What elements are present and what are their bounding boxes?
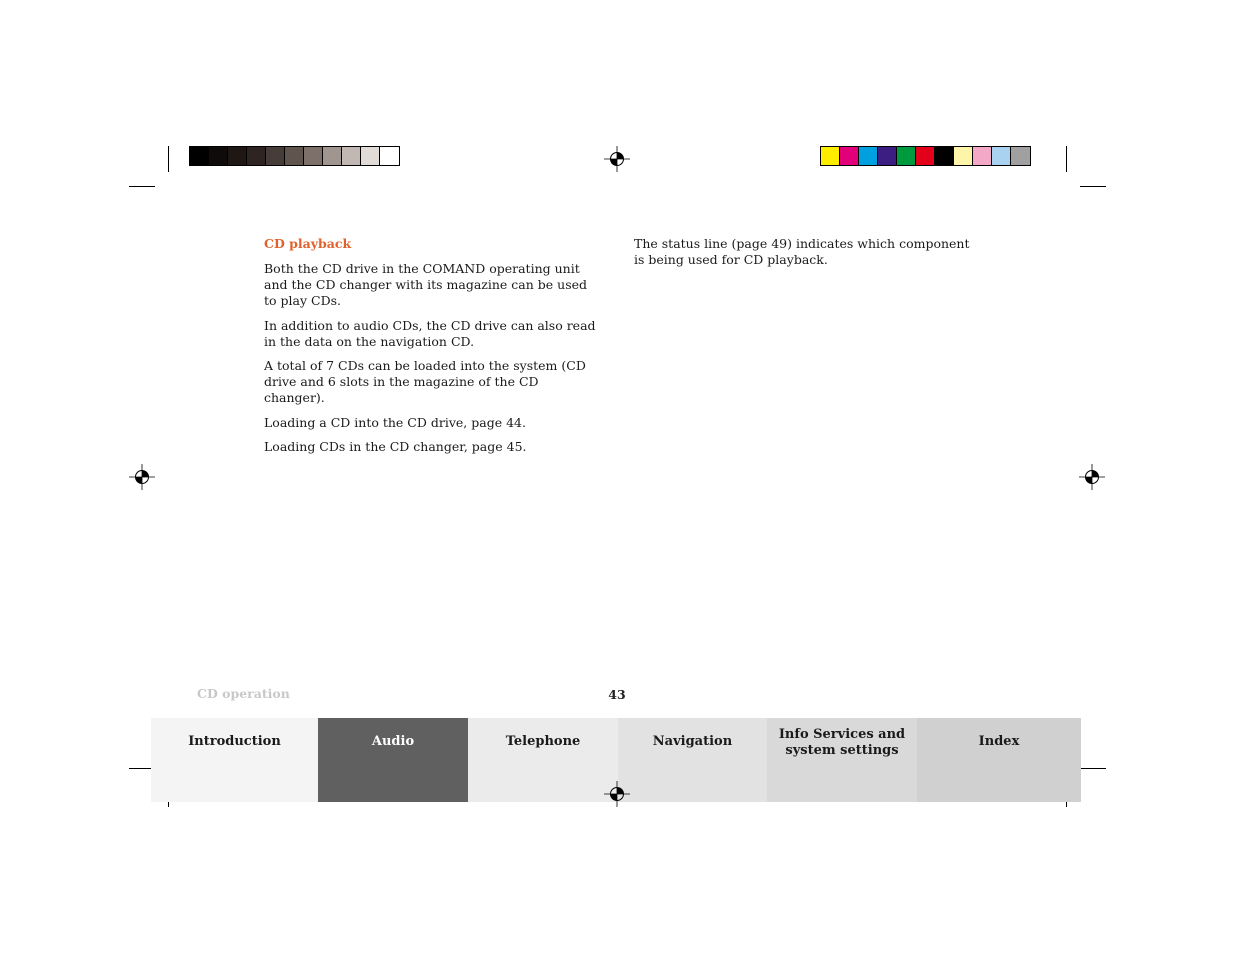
color-swatch (973, 147, 992, 165)
color-swatch (228, 147, 247, 165)
tab-label: Index (978, 734, 1020, 749)
color-swatch (1011, 147, 1030, 165)
paragraph: The status line (page 49) indicates which component is being used for CD playback. (634, 236, 970, 267)
registration-mark-icon (1079, 464, 1105, 490)
gray-calibration-bar (189, 146, 400, 166)
registration-mark-icon (604, 146, 630, 172)
tab-index[interactable] (917, 718, 1081, 802)
tab-label: Audio (371, 734, 415, 749)
paragraph: In addition to audio CDs, the CD drive can also read in the data on the navigation CD. (264, 317, 596, 349)
color-swatch (190, 147, 209, 165)
tab-label: Telephone (505, 734, 581, 749)
tab-audio[interactable] (318, 718, 468, 802)
right-column (634, 236, 974, 277)
color-swatch (840, 147, 859, 165)
color-swatch (247, 147, 266, 165)
paragraph: Loading a CD into the CD drive, page 44. (264, 414, 526, 430)
crop-mark (1080, 186, 1106, 187)
tab-label: Navigation (652, 734, 733, 749)
crop-mark (1066, 146, 1067, 172)
section-title: CD playback (264, 236, 352, 251)
color-swatch (954, 147, 973, 165)
color-swatch (209, 147, 228, 165)
color-swatch (935, 147, 954, 165)
tab-label: Introduction (188, 734, 281, 749)
color-swatch (361, 147, 380, 165)
color-swatch (380, 147, 399, 165)
page-number: 43 (608, 687, 626, 702)
registration-mark-icon (604, 781, 630, 807)
color-swatch (304, 147, 323, 165)
color-swatch (285, 147, 304, 165)
tab-navigation[interactable] (618, 718, 767, 802)
color-swatch (821, 147, 840, 165)
tab-info-services[interactable] (767, 718, 917, 802)
color-swatch (342, 147, 361, 165)
paragraph: A total of 7 CDs can be loaded into the system (CD drive and 6 slots in the magazine of the CD changer). (264, 358, 586, 405)
color-swatch (266, 147, 285, 165)
left-column (264, 261, 599, 464)
color-swatch (859, 147, 878, 165)
color-swatch (878, 147, 897, 165)
crop-mark (1080, 768, 1106, 769)
tab-introduction[interactable] (151, 718, 318, 802)
color-swatch (323, 147, 342, 165)
color-swatch (916, 147, 935, 165)
registration-mark-icon (129, 464, 155, 490)
tab-label: Info Services and system settings (778, 727, 906, 758)
color-calibration-bar (820, 146, 1031, 166)
footer-section-label: CD operation (197, 686, 290, 701)
color-swatch (897, 147, 916, 165)
tab-telephone[interactable] (468, 718, 618, 802)
paragraph: Loading CDs in the CD changer, page 45. (264, 439, 527, 454)
paragraph: Both the CD drive in the COMAND operating unit and the CD changer with its magazine can be used to play CDs. (264, 261, 588, 308)
crop-mark (168, 146, 169, 172)
crop-mark (129, 186, 155, 187)
color-swatch (992, 147, 1011, 165)
